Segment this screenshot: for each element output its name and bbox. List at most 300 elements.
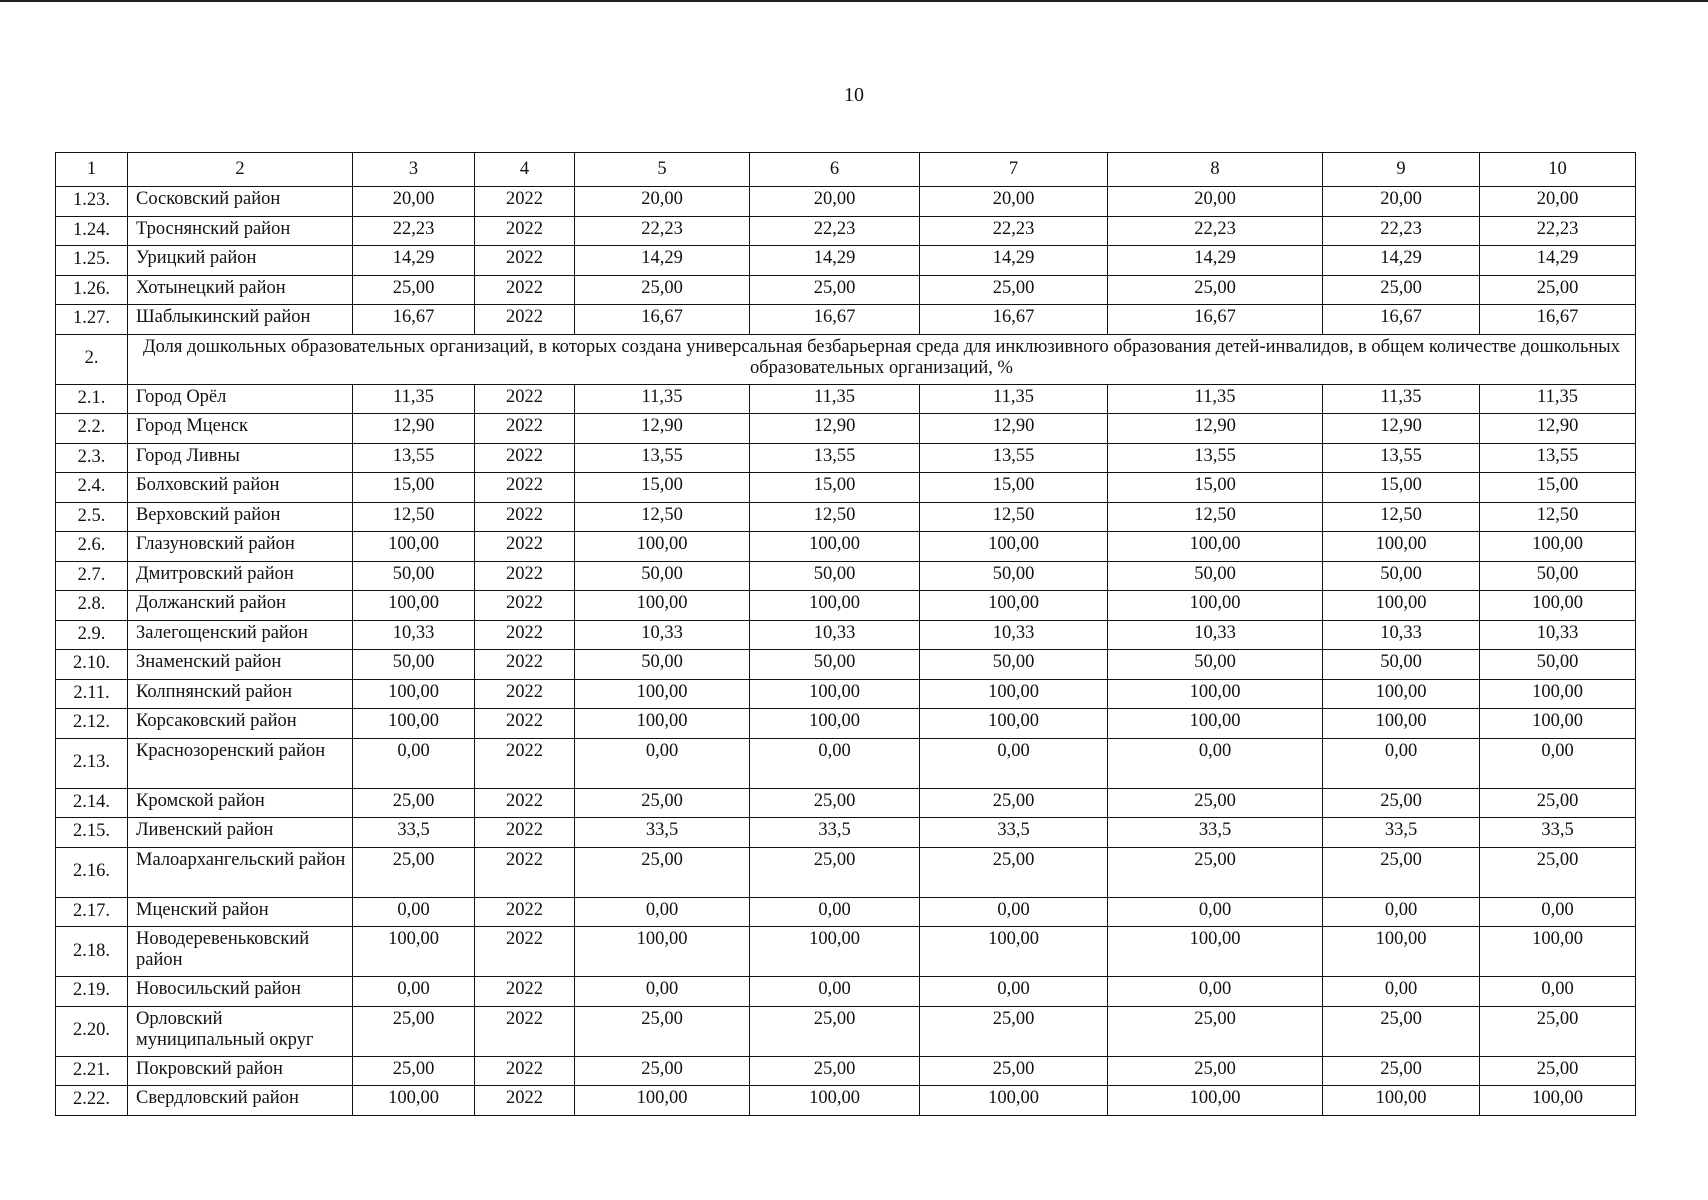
row-number: 1.25.	[56, 246, 128, 276]
page-number: 10	[844, 84, 864, 106]
value-cell: 22,23	[920, 216, 1108, 246]
value-cell: 14,29	[1323, 246, 1480, 276]
value-cell: 15,00	[920, 473, 1108, 503]
value-cell: 0,00	[1108, 738, 1323, 788]
value-cell: 100,00	[1480, 1086, 1636, 1116]
column-header: 5	[575, 153, 750, 187]
value-cell: 25,00	[1108, 1056, 1323, 1086]
table-row	[56, 650, 1636, 680]
table-body-section-2	[56, 384, 1636, 1115]
municipality-name: Должанский район	[128, 591, 353, 621]
table-row	[56, 532, 1636, 562]
value-cell: 12,90	[1480, 414, 1636, 444]
value-cell: 25,00	[1480, 275, 1636, 305]
value-cell: 100,00	[575, 927, 750, 977]
table-row	[56, 246, 1636, 276]
value-cell: 100,00	[1480, 709, 1636, 739]
value-cell: 14,29	[750, 246, 920, 276]
value-cell: 50,00	[1480, 650, 1636, 680]
value-cell: 100,00	[575, 1086, 750, 1116]
value-cell: 10,33	[1323, 620, 1480, 650]
value-cell: 22,23	[1323, 216, 1480, 246]
value-cell: 25,00	[575, 1006, 750, 1056]
value-cell: 12,50	[750, 502, 920, 532]
row-number: 2.8.	[56, 591, 128, 621]
table-row	[56, 679, 1636, 709]
value-cell: 15,00	[750, 473, 920, 503]
value-cell: 25,00	[750, 275, 920, 305]
base-year-cell: 2022	[475, 1086, 575, 1116]
value-cell: 25,00	[920, 788, 1108, 818]
municipality-name: Глазуновский район	[128, 532, 353, 562]
value-cell: 0,00	[353, 738, 475, 788]
section-heading-row	[56, 334, 1636, 384]
value-cell: 0,00	[353, 897, 475, 927]
value-cell: 100,00	[353, 709, 475, 739]
table-row	[56, 897, 1636, 927]
value-cell: 10,33	[353, 620, 475, 650]
value-cell: 25,00	[920, 847, 1108, 897]
value-cell: 0,00	[1480, 977, 1636, 1007]
value-cell: 0,00	[575, 738, 750, 788]
value-cell: 0,00	[1323, 977, 1480, 1007]
municipality-name: Город Мценск	[128, 414, 353, 444]
value-cell: 25,00	[575, 847, 750, 897]
value-cell: 12,90	[920, 414, 1108, 444]
base-year-cell: 2022	[475, 561, 575, 591]
municipality-name: Колпнянский район	[128, 679, 353, 709]
value-cell: 16,67	[1323, 305, 1480, 335]
value-cell: 100,00	[750, 1086, 920, 1116]
value-cell: 50,00	[1480, 561, 1636, 591]
value-cell: 100,00	[353, 927, 475, 977]
table-row	[56, 818, 1636, 848]
value-cell: 25,00	[1108, 788, 1323, 818]
table-row	[56, 847, 1636, 897]
municipality-name: Корсаковский район	[128, 709, 353, 739]
value-cell: 50,00	[1108, 561, 1323, 591]
value-cell: 14,29	[575, 246, 750, 276]
value-cell: 20,00	[750, 187, 920, 217]
value-cell: 100,00	[1108, 1086, 1323, 1116]
value-cell: 15,00	[1323, 473, 1480, 503]
table-row	[56, 216, 1636, 246]
table-body-section-1	[56, 187, 1636, 335]
column-number-row	[56, 153, 1636, 187]
value-cell: 12,90	[353, 414, 475, 444]
value-cell: 20,00	[1480, 187, 1636, 217]
row-number: 2.10.	[56, 650, 128, 680]
table-row	[56, 738, 1636, 788]
column-header: 10	[1480, 153, 1636, 187]
section-title: Доля дошкольных образовательных организаций, в которых создана универсальная безбарьерная среда для инклюзивного образования детей-инвалидов, в общем количестве дошкольных образовательных организаций, %	[128, 334, 1636, 384]
value-cell: 50,00	[353, 561, 475, 591]
row-number: 2.18.	[56, 927, 128, 977]
row-number: 2.3.	[56, 443, 128, 473]
value-cell: 13,55	[1108, 443, 1323, 473]
value-cell: 100,00	[575, 532, 750, 562]
value-cell: 25,00	[1323, 275, 1480, 305]
scan-top-edge	[0, 0, 1708, 2]
value-cell: 15,00	[1108, 473, 1323, 503]
municipality-name: Город Орёл	[128, 384, 353, 414]
table-row	[56, 1006, 1636, 1056]
base-year-cell: 2022	[475, 897, 575, 927]
row-number: 2.13.	[56, 738, 128, 788]
value-cell: 100,00	[353, 679, 475, 709]
value-cell: 25,00	[1323, 1056, 1480, 1086]
value-cell: 100,00	[1480, 679, 1636, 709]
base-year-cell: 2022	[475, 443, 575, 473]
municipality-name: Ливенский район	[128, 818, 353, 848]
base-year-cell: 2022	[475, 818, 575, 848]
column-header: 3	[353, 153, 475, 187]
value-cell: 0,00	[1323, 738, 1480, 788]
value-cell: 100,00	[750, 591, 920, 621]
value-cell: 100,00	[1323, 532, 1480, 562]
value-cell: 13,55	[1480, 443, 1636, 473]
row-number: 2.12.	[56, 709, 128, 739]
value-cell: 22,23	[575, 216, 750, 246]
value-cell: 100,00	[920, 1086, 1108, 1116]
value-cell: 25,00	[750, 1006, 920, 1056]
base-year-cell: 2022	[475, 502, 575, 532]
base-year-cell: 2022	[475, 305, 575, 335]
municipality-name: Шаблыкинский район	[128, 305, 353, 335]
value-cell: 0,00	[920, 897, 1108, 927]
column-header: 8	[1108, 153, 1323, 187]
value-cell: 0,00	[750, 738, 920, 788]
value-cell: 100,00	[353, 591, 475, 621]
table-row	[56, 187, 1636, 217]
value-cell: 25,00	[1108, 847, 1323, 897]
value-cell: 50,00	[920, 561, 1108, 591]
base-year-cell: 2022	[475, 977, 575, 1007]
base-year-cell: 2022	[475, 679, 575, 709]
table-row	[56, 927, 1636, 977]
base-year-cell: 2022	[475, 473, 575, 503]
value-cell: 100,00	[1323, 679, 1480, 709]
value-cell: 11,35	[1108, 384, 1323, 414]
table-row	[56, 473, 1636, 503]
value-cell: 100,00	[575, 591, 750, 621]
value-cell: 10,33	[920, 620, 1108, 650]
value-cell: 0,00	[920, 977, 1108, 1007]
value-cell: 100,00	[1108, 532, 1323, 562]
section-number: 2.	[56, 334, 128, 384]
value-cell: 33,5	[353, 818, 475, 848]
value-cell: 12,90	[750, 414, 920, 444]
base-year-cell: 2022	[475, 650, 575, 680]
value-cell: 25,00	[1108, 275, 1323, 305]
value-cell: 13,55	[353, 443, 475, 473]
value-cell: 12,50	[575, 502, 750, 532]
value-cell: 12,90	[575, 414, 750, 444]
row-number: 2.19.	[56, 977, 128, 1007]
value-cell: 12,90	[1108, 414, 1323, 444]
table-row	[56, 443, 1636, 473]
value-cell: 20,00	[575, 187, 750, 217]
row-number: 1.23.	[56, 187, 128, 217]
value-cell: 0,00	[575, 897, 750, 927]
table-row	[56, 384, 1636, 414]
value-cell: 15,00	[1480, 473, 1636, 503]
base-year-cell: 2022	[475, 1006, 575, 1056]
municipality-name: Знаменский район	[128, 650, 353, 680]
value-cell: 100,00	[353, 532, 475, 562]
table-row	[56, 414, 1636, 444]
value-cell: 11,35	[1480, 384, 1636, 414]
base-year-cell: 2022	[475, 620, 575, 650]
value-cell: 16,67	[575, 305, 750, 335]
row-number: 1.27.	[56, 305, 128, 335]
value-cell: 50,00	[1323, 561, 1480, 591]
value-cell: 25,00	[1480, 847, 1636, 897]
value-cell: 14,29	[1480, 246, 1636, 276]
municipality-name: Новодеревеньковский район	[128, 927, 353, 977]
municipality-name: Покровский район	[128, 1056, 353, 1086]
value-cell: 10,33	[1480, 620, 1636, 650]
value-cell: 15,00	[353, 473, 475, 503]
row-number: 2.1.	[56, 384, 128, 414]
municipality-name: Орловский муниципальный округ	[128, 1006, 353, 1056]
value-cell: 12,50	[1480, 502, 1636, 532]
row-number: 2.21.	[56, 1056, 128, 1086]
table-row	[56, 561, 1636, 591]
value-cell: 12,50	[1323, 502, 1480, 532]
value-cell: 25,00	[1323, 847, 1480, 897]
value-cell: 15,00	[575, 473, 750, 503]
table-row	[56, 1056, 1636, 1086]
municipality-name: Малоархангельский район	[128, 847, 353, 897]
value-cell: 0,00	[750, 977, 920, 1007]
value-cell: 0,00	[353, 977, 475, 1007]
value-cell: 50,00	[575, 650, 750, 680]
row-number: 2.4.	[56, 473, 128, 503]
column-header: 1	[56, 153, 128, 187]
value-cell: 50,00	[1108, 650, 1323, 680]
value-cell: 100,00	[1480, 927, 1636, 977]
value-cell: 50,00	[1323, 650, 1480, 680]
value-cell: 100,00	[920, 709, 1108, 739]
value-cell: 50,00	[353, 650, 475, 680]
value-cell: 50,00	[750, 561, 920, 591]
value-cell: 100,00	[750, 927, 920, 977]
value-cell: 0,00	[1108, 897, 1323, 927]
value-cell: 0,00	[1480, 897, 1636, 927]
value-cell: 12,50	[353, 502, 475, 532]
value-cell: 12,50	[920, 502, 1108, 532]
row-number: 1.26.	[56, 275, 128, 305]
base-year-cell: 2022	[475, 384, 575, 414]
base-year-cell: 2022	[475, 927, 575, 977]
municipality-name: Дмитровский район	[128, 561, 353, 591]
municipality-name: Сосковский район	[128, 187, 353, 217]
municipality-name: Хотынецкий район	[128, 275, 353, 305]
value-cell: 20,00	[920, 187, 1108, 217]
base-year-cell: 2022	[475, 532, 575, 562]
value-cell: 10,33	[575, 620, 750, 650]
value-cell: 100,00	[1480, 532, 1636, 562]
value-cell: 22,23	[353, 216, 475, 246]
value-cell: 100,00	[1108, 709, 1323, 739]
column-header: 7	[920, 153, 1108, 187]
base-year-cell: 2022	[475, 847, 575, 897]
value-cell: 16,67	[920, 305, 1108, 335]
base-year-cell: 2022	[475, 246, 575, 276]
table-row	[56, 305, 1636, 335]
value-cell: 100,00	[750, 679, 920, 709]
indicator-table	[55, 152, 1636, 1116]
value-cell: 25,00	[353, 847, 475, 897]
value-cell: 25,00	[1323, 1006, 1480, 1056]
value-cell: 11,35	[353, 384, 475, 414]
value-cell: 100,00	[575, 709, 750, 739]
municipality-name: Урицкий район	[128, 246, 353, 276]
value-cell: 100,00	[1480, 591, 1636, 621]
value-cell: 50,00	[575, 561, 750, 591]
municipality-name: Город Ливны	[128, 443, 353, 473]
row-number: 2.16.	[56, 847, 128, 897]
value-cell: 100,00	[750, 709, 920, 739]
value-cell: 50,00	[920, 650, 1108, 680]
base-year-cell: 2022	[475, 216, 575, 246]
value-cell: 0,00	[920, 738, 1108, 788]
value-cell: 25,00	[1480, 1056, 1636, 1086]
row-number: 2.11.	[56, 679, 128, 709]
value-cell: 25,00	[575, 788, 750, 818]
value-cell: 16,67	[1480, 305, 1636, 335]
value-cell: 0,00	[1323, 897, 1480, 927]
table-row	[56, 591, 1636, 621]
value-cell: 100,00	[1323, 927, 1480, 977]
row-number: 2.6.	[56, 532, 128, 562]
value-cell: 25,00	[750, 847, 920, 897]
value-cell: 16,67	[353, 305, 475, 335]
value-cell: 33,5	[575, 818, 750, 848]
row-number: 2.15.	[56, 818, 128, 848]
value-cell: 100,00	[920, 679, 1108, 709]
row-number: 2.5.	[56, 502, 128, 532]
value-cell: 0,00	[1480, 738, 1636, 788]
value-cell: 20,00	[353, 187, 475, 217]
value-cell: 0,00	[1108, 977, 1323, 1007]
value-cell: 16,67	[1108, 305, 1323, 335]
value-cell: 25,00	[353, 788, 475, 818]
column-header: 4	[475, 153, 575, 187]
value-cell: 13,55	[575, 443, 750, 473]
municipality-name: Свердловский район	[128, 1086, 353, 1116]
value-cell: 11,35	[1323, 384, 1480, 414]
value-cell: 33,5	[1108, 818, 1323, 848]
value-cell: 0,00	[750, 897, 920, 927]
value-cell: 100,00	[575, 679, 750, 709]
municipality-name: Кромской район	[128, 788, 353, 818]
value-cell: 22,23	[750, 216, 920, 246]
municipality-name: Новосильский район	[128, 977, 353, 1007]
value-cell: 25,00	[353, 275, 475, 305]
value-cell: 13,55	[920, 443, 1108, 473]
value-cell: 25,00	[750, 788, 920, 818]
value-cell: 20,00	[1323, 187, 1480, 217]
value-cell: 100,00	[353, 1086, 475, 1116]
table-row	[56, 977, 1636, 1007]
value-cell: 11,35	[575, 384, 750, 414]
value-cell: 100,00	[1108, 591, 1323, 621]
base-year-cell: 2022	[475, 738, 575, 788]
value-cell: 11,35	[750, 384, 920, 414]
value-cell: 25,00	[575, 1056, 750, 1086]
value-cell: 50,00	[750, 650, 920, 680]
table-row	[56, 1086, 1636, 1116]
value-cell: 25,00	[1108, 1006, 1323, 1056]
value-cell: 100,00	[1108, 927, 1323, 977]
value-cell: 100,00	[750, 532, 920, 562]
table-body-section-heading	[56, 334, 1636, 384]
value-cell: 14,29	[920, 246, 1108, 276]
municipality-name: Болховский район	[128, 473, 353, 503]
base-year-cell: 2022	[475, 788, 575, 818]
value-cell: 14,29	[1108, 246, 1323, 276]
value-cell: 25,00	[1480, 788, 1636, 818]
value-cell: 100,00	[1323, 591, 1480, 621]
value-cell: 25,00	[1323, 788, 1480, 818]
value-cell: 22,23	[1480, 216, 1636, 246]
value-cell: 100,00	[920, 591, 1108, 621]
table-row	[56, 275, 1636, 305]
value-cell: 25,00	[1480, 1006, 1636, 1056]
value-cell: 25,00	[750, 1056, 920, 1086]
value-cell: 100,00	[1323, 1086, 1480, 1116]
column-header: 9	[1323, 153, 1480, 187]
value-cell: 16,67	[750, 305, 920, 335]
value-cell: 0,00	[575, 977, 750, 1007]
value-cell: 10,33	[1108, 620, 1323, 650]
value-cell: 13,55	[1323, 443, 1480, 473]
municipality-name: Залегощенский район	[128, 620, 353, 650]
row-number: 2.2.	[56, 414, 128, 444]
base-year-cell: 2022	[475, 591, 575, 621]
row-number: 2.7.	[56, 561, 128, 591]
value-cell: 100,00	[920, 532, 1108, 562]
value-cell: 33,5	[1323, 818, 1480, 848]
row-number: 2.9.	[56, 620, 128, 650]
base-year-cell: 2022	[475, 1056, 575, 1086]
value-cell: 10,33	[750, 620, 920, 650]
table-row	[56, 709, 1636, 739]
base-year-cell: 2022	[475, 414, 575, 444]
value-cell: 25,00	[575, 275, 750, 305]
value-cell: 20,00	[1108, 187, 1323, 217]
value-cell: 100,00	[920, 927, 1108, 977]
value-cell: 22,23	[1108, 216, 1323, 246]
value-cell: 100,00	[1108, 679, 1323, 709]
value-cell: 12,90	[1323, 414, 1480, 444]
value-cell: 33,5	[1480, 818, 1636, 848]
row-number: 2.14.	[56, 788, 128, 818]
row-number: 2.20.	[56, 1006, 128, 1056]
value-cell: 25,00	[920, 1006, 1108, 1056]
value-cell: 25,00	[920, 1056, 1108, 1086]
municipality-name: Мценский район	[128, 897, 353, 927]
row-number: 1.24.	[56, 216, 128, 246]
base-year-cell: 2022	[475, 187, 575, 217]
value-cell: 13,55	[750, 443, 920, 473]
value-cell: 25,00	[353, 1056, 475, 1086]
value-cell: 33,5	[920, 818, 1108, 848]
municipality-name: Троснянский район	[128, 216, 353, 246]
table-row	[56, 788, 1636, 818]
